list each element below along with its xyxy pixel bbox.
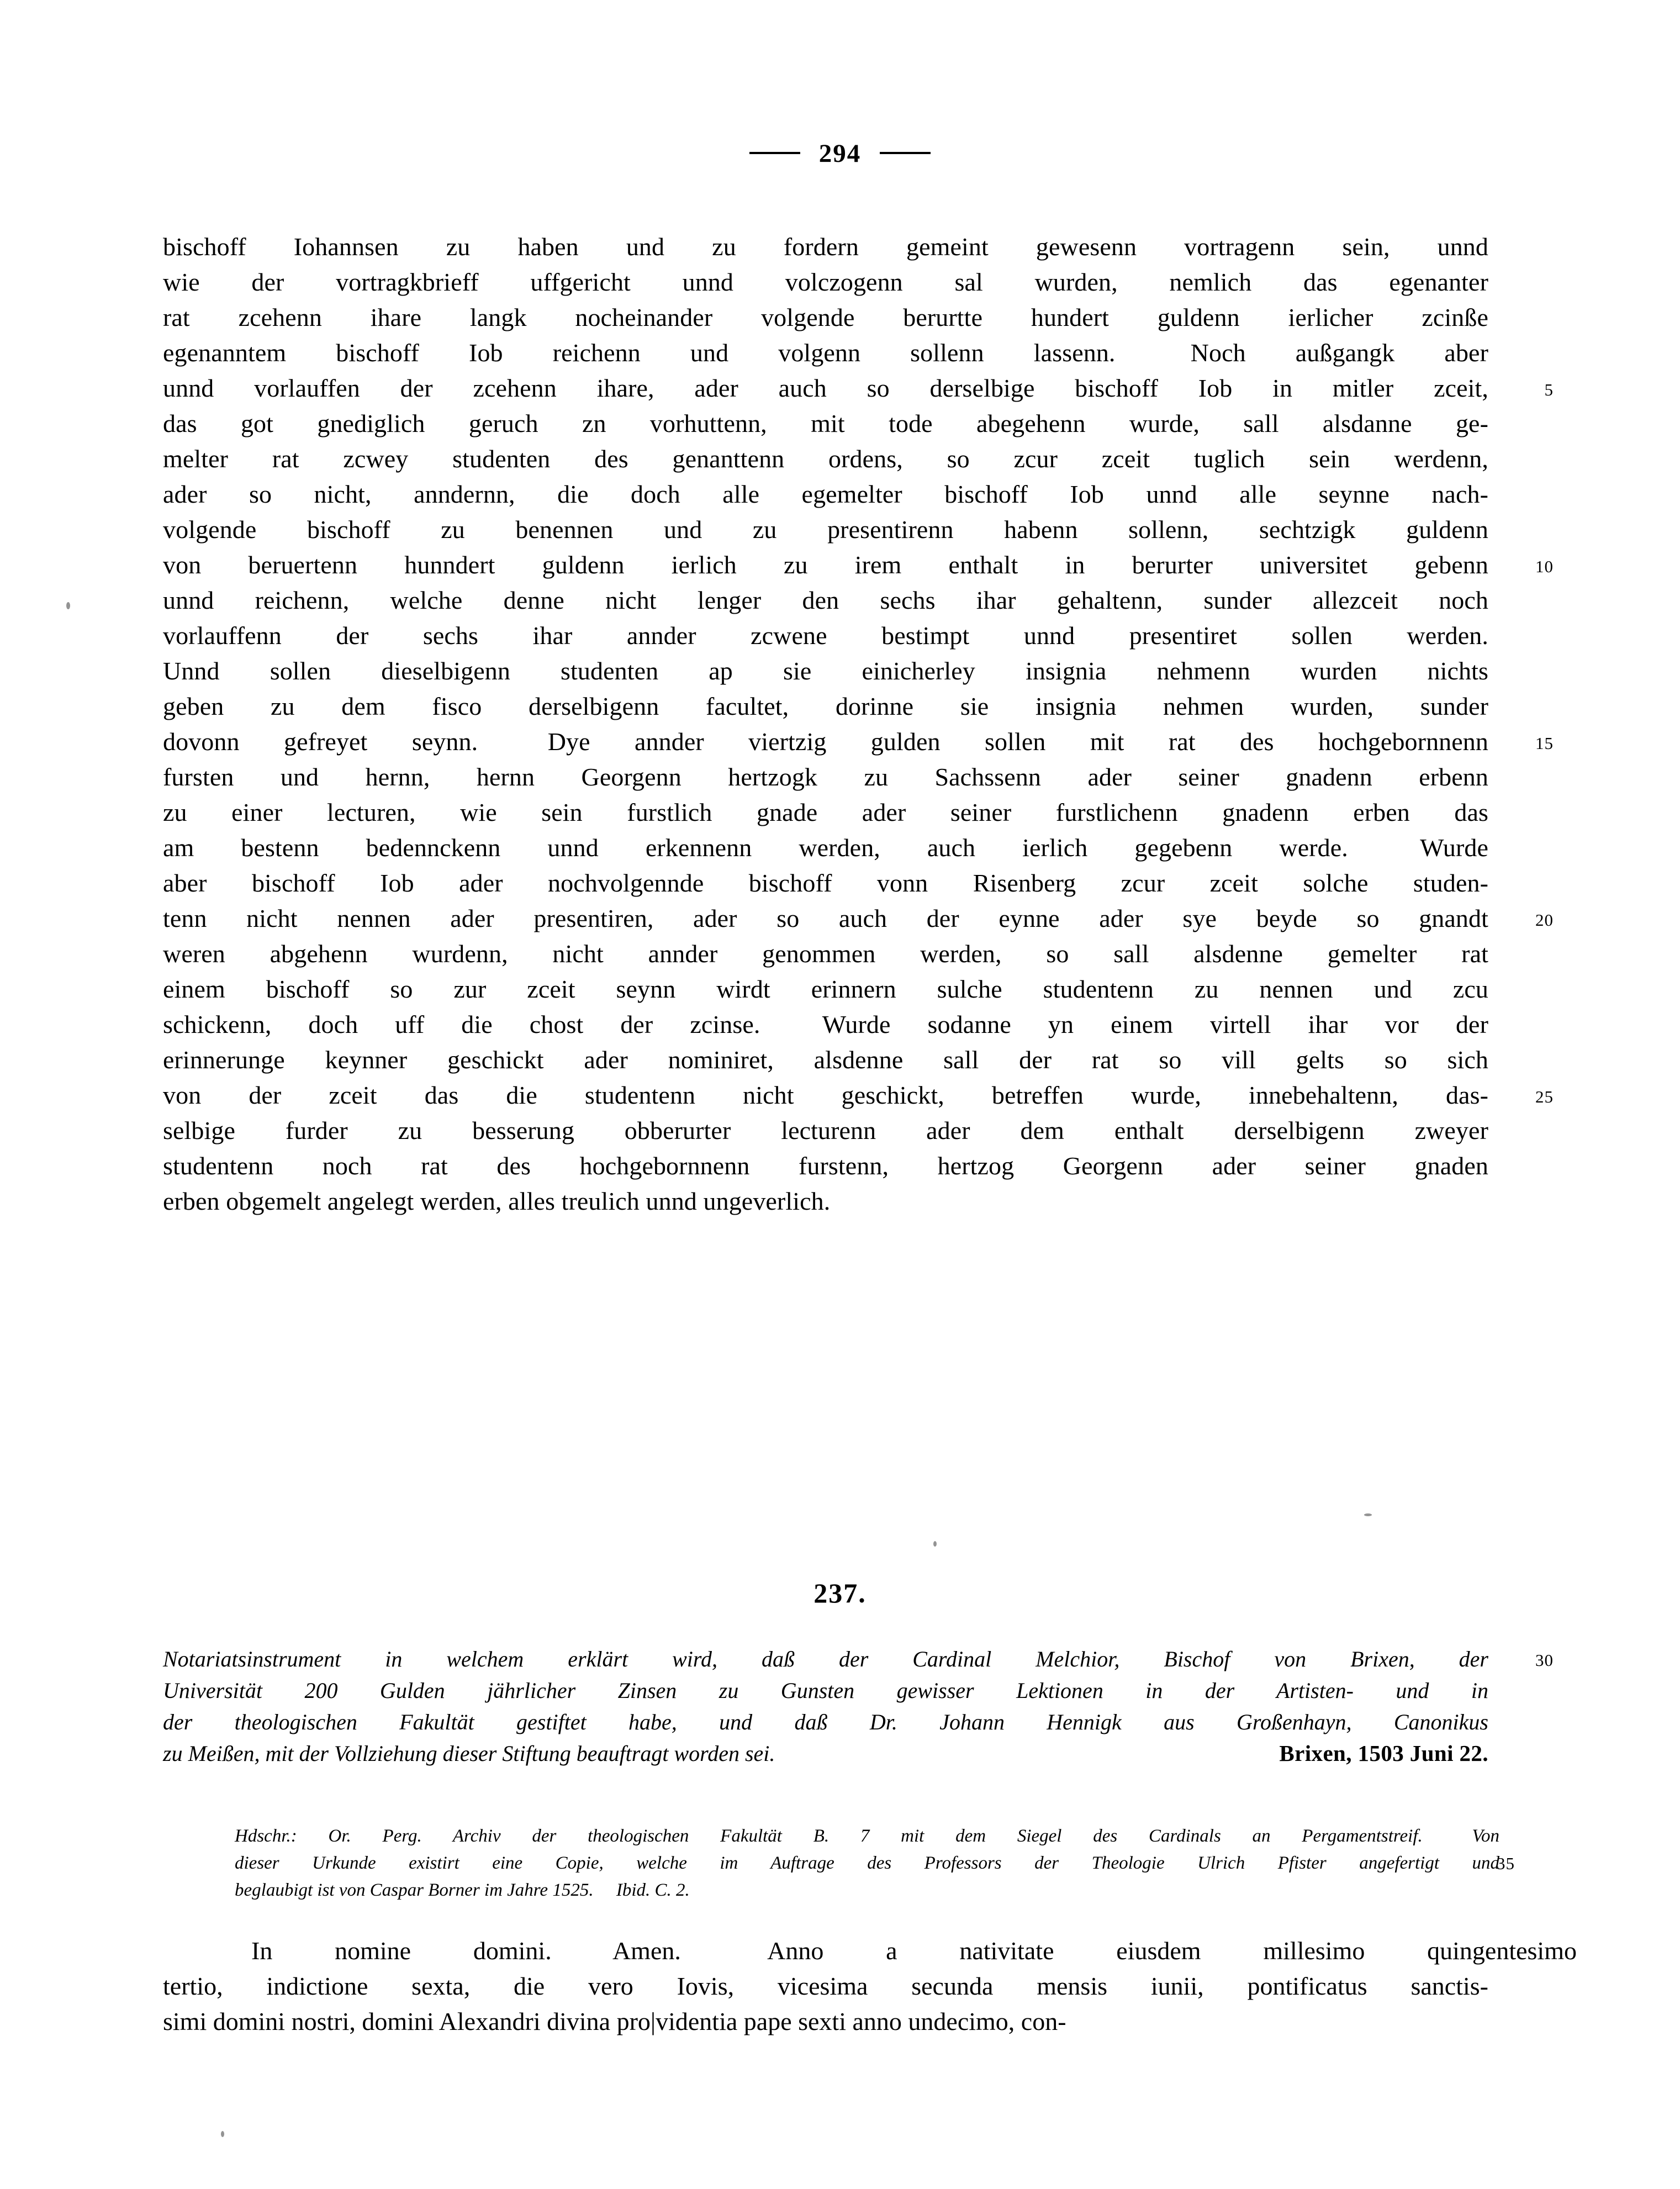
body-line-text: schickenn, doch uff die chost der zcinse. Wurde sodanne yn einem virtell ihar vor der (163, 1010, 1488, 1038)
line-number-marginal: 15 (1535, 734, 1554, 753)
body-line (163, 1184, 1488, 1219)
body-line (163, 441, 1488, 477)
latin-line (163, 1933, 1577, 1969)
body-line (163, 229, 1488, 265)
body-line (163, 759, 1488, 795)
source-note-line-text: Hdschr.: Or. Perg. Archiv der theologischen Fakultät B. 7 mit dem Siegel des Cardinals an Pergamentstreif. Von (235, 1826, 1499, 1846)
body-line-text: Unnd sollen dieselbigenn studenten ap sie einicherley insignia nehmenn wurden nichts (163, 657, 1488, 685)
regest-line-text: Universität 200 Gulden jährlicher Zinsen zu Gunsten gewisser Lektionen in der Artisten- und in (163, 1678, 1488, 1703)
source-note-line (202, 1850, 1515, 1877)
body-line-text: rat zcehenn ihare langk nocheinander volgende berurtte hundert guldenn ierlicher zcinße (163, 303, 1488, 331)
body-text (163, 229, 1554, 1219)
body-line-text: erinnerunge keynner geschickt ader nominiret, alsdenne sall der rat so vill gelts so sich (163, 1046, 1488, 1074)
body-line (163, 1148, 1488, 1184)
body-line-text: fursten und hernn, hernn Georgenn hertzogk zu Sachssenn ader seiner gnadenn erbenn (163, 763, 1488, 791)
section-number: 237. (813, 1578, 867, 1608)
regest-last-line-text: zu Meißen, mit der Vollziehung dieser Stiftung beauftragt worden sei. (163, 1741, 775, 1766)
regest-line-text: Notariatsinstrument in welchem erklärt wird, daß der Cardinal Melchior, Bischof von Brixen, der (163, 1647, 1488, 1671)
latin-line (163, 2004, 1488, 2039)
body-line-text: zu einer lecturen, wie sein furstlich gnade ader seiner furstlichenn gnadenn erben das (163, 798, 1488, 826)
body-line-text: melter rat zcwey studenten des genanttenn ordens, so zcur zceit tuglich sein werdenn, (163, 445, 1488, 473)
body-line (163, 1078, 1554, 1113)
line-number-marginal: 20 (1535, 910, 1554, 930)
line-number-marginal: 10 (1535, 557, 1554, 576)
body-line (163, 300, 1488, 335)
body-line-text: von beruertenn hunndert guldenn ierlich zu irem enthalt in berurter universitet gebenn (163, 551, 1488, 579)
rule-left (749, 152, 800, 154)
body-line-text: vorlauffenn der sechs ihar annder zcwene bestimpt unnd presentiret sollen werden. (163, 621, 1488, 650)
latin-line-text: In nomine domini. Amen. Anno a nativitate eiusdem millesimo quingentesimo (251, 1937, 1577, 1965)
body-line (163, 1042, 1488, 1078)
date-place-line: Brixen, 1503 Juni 22. (1279, 1740, 1488, 1766)
body-line-text: volgende bischoff zu benennen und zu presentirenn habenn sollenn, sechtzigk guldenn (163, 515, 1488, 544)
source-note-line-text: dieser Urkunde existirt eine Copie, welche im Auftrage des Professors der Theologie Ulrich Pfister angefertigt und (235, 1853, 1499, 1873)
body-line (163, 1113, 1488, 1148)
body-line (163, 653, 1488, 689)
running-head (0, 141, 1680, 167)
body-line-text: unnd vorlauffen der zcehenn ihare, ader auch so derselbige bischoff Iob in mitler zceit, (163, 374, 1488, 402)
body-line (163, 406, 1488, 441)
source-note (202, 1823, 1515, 1904)
regest-line-text: der theologischen Fakultät gestiftet habe, und daß Dr. Johann Hennigk aus Großenhayn, Canonikus (163, 1710, 1488, 1734)
folio-number: 294 (818, 139, 862, 168)
body-line-text: von der zceit das die studentenn nicht geschickt, betreffen wurde, innebehaltenn, das- (163, 1081, 1488, 1109)
regest-line (163, 1643, 1554, 1675)
body-line (163, 265, 1488, 300)
latin-text (163, 1933, 1577, 2039)
body-line-text: selbige furder zu besserung obberurter lecturenn ader dem enthalt derselbigenn zweyer (163, 1116, 1488, 1144)
regest (163, 1643, 1554, 1769)
body-line (163, 830, 1488, 866)
scan-speck (933, 1541, 937, 1547)
body-line-text: am bestenn bedennckenn unnd erkennenn werden, auch ierlich gegebenn werde. Wurde (163, 834, 1488, 862)
line-number-marginal: 30 (1535, 1650, 1554, 1670)
body-line (163, 724, 1554, 759)
regest-line (163, 1706, 1488, 1738)
body-line (163, 689, 1488, 724)
line-number-marginal: 25 (1535, 1087, 1554, 1106)
body-line (163, 335, 1488, 371)
body-line-text: egenanntem bischoff Iob reichenn und volgenn sollenn lassenn. Noch außgangk aber (163, 339, 1488, 367)
rule-right (880, 152, 931, 154)
body-line-text: weren abgehenn wurdenn, nicht annder genommen werden, so sall alsdenne gemelter rat (163, 940, 1488, 968)
latin-line-text: simi domini nostri, domini Alexandri divina pro|videntia pape sexti anno undecimo, con- (163, 2007, 1066, 2035)
body-line (163, 1007, 1488, 1042)
body-line (163, 512, 1488, 547)
body-line-text: dovonn gefreyet seynn. Dye annder viertzig gulden sollen mit rat des hochgebornnenn (163, 727, 1488, 756)
body-line-text: tenn nicht nennen ader presentiren, ader so auch der eynne ader sye beyde so gnandt (163, 904, 1488, 932)
body-line (163, 901, 1554, 936)
line-number-marginal: 5 (1544, 380, 1554, 399)
body-line (163, 866, 1488, 901)
line-number-marginal: 35 (1497, 1854, 1515, 1873)
body-line (163, 618, 1488, 653)
body-line-text: geben zu dem fisco derselbigenn facultet, dorinne sie insignia nehmen wurden, sunder (163, 692, 1488, 720)
source-note-line-text: beglaubigt ist von Caspar Borner im Jahre 1525. Ibid. C. 2. (235, 1880, 690, 1900)
scan-speck (66, 602, 70, 609)
source-note-line (202, 1877, 1488, 1904)
body-line-text: studentenn noch rat des hochgebornnenn furstenn, hertzog Georgenn ader seiner gnaden (163, 1152, 1488, 1180)
scan-speck (1364, 1513, 1372, 1516)
body-line-text: einem bischoff so zur zceit seynn wirdt erinnern sulche studentenn zu nennen und zcu (163, 975, 1488, 1003)
body-line (163, 936, 1488, 972)
source-note-line (202, 1823, 1499, 1850)
body-line (163, 371, 1554, 406)
scan-speck (221, 2131, 224, 2137)
body-line (163, 795, 1488, 830)
body-line-text: erben obgemelt angelegt werden, alles treulich unnd ungeverlich. (163, 1187, 831, 1215)
body-line (163, 583, 1488, 618)
body-line (163, 547, 1554, 583)
latin-line (163, 1969, 1488, 2004)
regest-last-row (163, 1738, 1488, 1769)
latin-line-text: tertio, indictione sexta, die vero Iovis, vicesima secunda mensis iunii, pontificatus sanctis- (163, 1972, 1488, 2000)
body-line-text: wie der vortragkbrieff uffgericht unnd volczogenn sal wurden, nemlich das egenanter (163, 268, 1488, 296)
body-line-text: das got gnediglich geruch zn vorhuttenn, mit tode abegehenn wurde, sall alsdanne ge- (163, 409, 1488, 437)
body-line-text: ader so nicht, anndernn, die doch alle egemelter bischoff Iob unnd alle seynne nach- (163, 480, 1488, 508)
body-line-text: unnd reichenn, welche denne nicht lenger den sechs ihar gehaltenn, sunder allezceit noch (163, 586, 1488, 614)
body-line-text: aber bischoff Iob ader nochvolgennde bischoff vonn Risenberg zcur zceit solche studen- (163, 869, 1488, 897)
body-line (163, 972, 1488, 1007)
body-line (163, 477, 1488, 512)
body-line-text: bischoff Iohannsen zu haben und zu fordern gemeint gewesenn vortragenn sein, unnd (163, 233, 1488, 261)
regest-line (163, 1675, 1488, 1706)
